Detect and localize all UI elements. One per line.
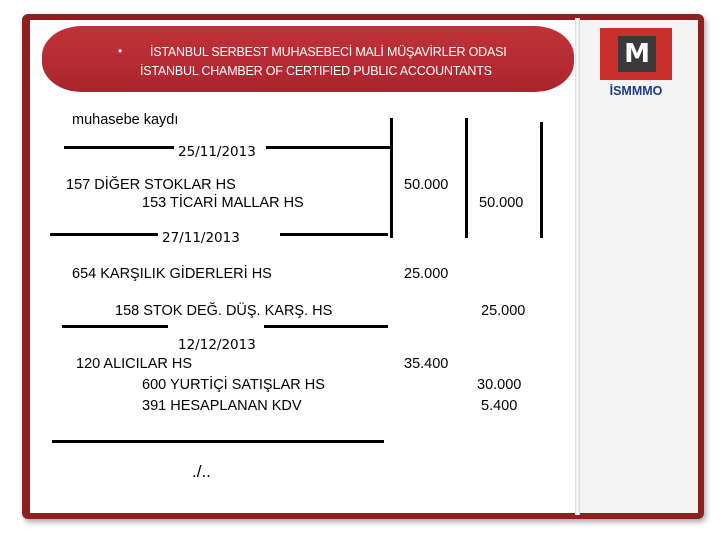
entry1-credit-amount: 50.000 xyxy=(479,195,524,211)
entry1-date: 25/11/2013 xyxy=(178,144,256,160)
rule-entry1-left xyxy=(64,146,174,149)
entry3-credit-amount-1: 30.000 xyxy=(477,377,522,393)
entry2-date: 27/11/2013 xyxy=(162,230,240,246)
banner-bullet: • xyxy=(118,44,123,58)
entry3-credit-account-2: 391 HESAPLANAN KDV xyxy=(142,398,302,414)
entry3-debit-amount: 35.400 xyxy=(404,356,449,372)
page-fold xyxy=(575,18,580,515)
entry2-credit-account: 158 STOK DEĞ. DÜŞ. KARŞ. HS xyxy=(115,303,333,319)
divider-mid-col xyxy=(465,118,468,238)
entry1-debit-account: 157 DİĞER STOKLAR HS xyxy=(66,177,236,193)
rule-entry2-right xyxy=(280,233,388,236)
divider-right-col xyxy=(540,122,543,238)
logo-badge xyxy=(600,28,672,80)
entry2-debit-account: 654 KARŞILIK GİDERLERİ HS xyxy=(72,266,272,282)
entry3-date: 12/12/2013 xyxy=(178,337,256,353)
entry2-debit-amount: 25.000 xyxy=(404,266,449,282)
entry3-debit-account: 120 ALICILAR HS xyxy=(76,356,193,372)
closing-rule xyxy=(52,440,384,443)
rule-entry3-left xyxy=(62,325,168,328)
entry2-credit-amount: 25.000 xyxy=(481,303,526,319)
entry1-debit-amount: 50.000 xyxy=(404,177,449,193)
rule-entry3-right xyxy=(264,325,388,328)
entry3-credit-account-1: 600 YURTİÇİ SATIŞLAR HS xyxy=(142,377,325,393)
journal-heading: muhasebe kaydı xyxy=(72,112,179,128)
entry3-credit-amount-2: 5.400 xyxy=(481,398,518,414)
ismmmo-logo xyxy=(600,28,672,98)
banner-title-tr: İSTANBUL SERBEST MUHASEBECİ MALİ MÜŞAVİRLER ODASI xyxy=(150,45,507,59)
header-banner xyxy=(42,26,574,92)
entry1-credit-account: 153 TİCARİ MALLAR HS xyxy=(142,195,304,211)
rule-entry2-left xyxy=(50,233,158,236)
logo-name: İSMMMO xyxy=(609,84,663,98)
logo-mark: M xyxy=(618,36,656,72)
rule-entry1-right xyxy=(266,146,390,149)
divider-left-col-1 xyxy=(390,118,393,238)
banner-title-en: İSTANBUL CHAMBER OF CERTIFIED PUBLIC ACCOUNTANTS xyxy=(140,64,492,78)
continuation-mark: ./.. xyxy=(192,462,211,481)
